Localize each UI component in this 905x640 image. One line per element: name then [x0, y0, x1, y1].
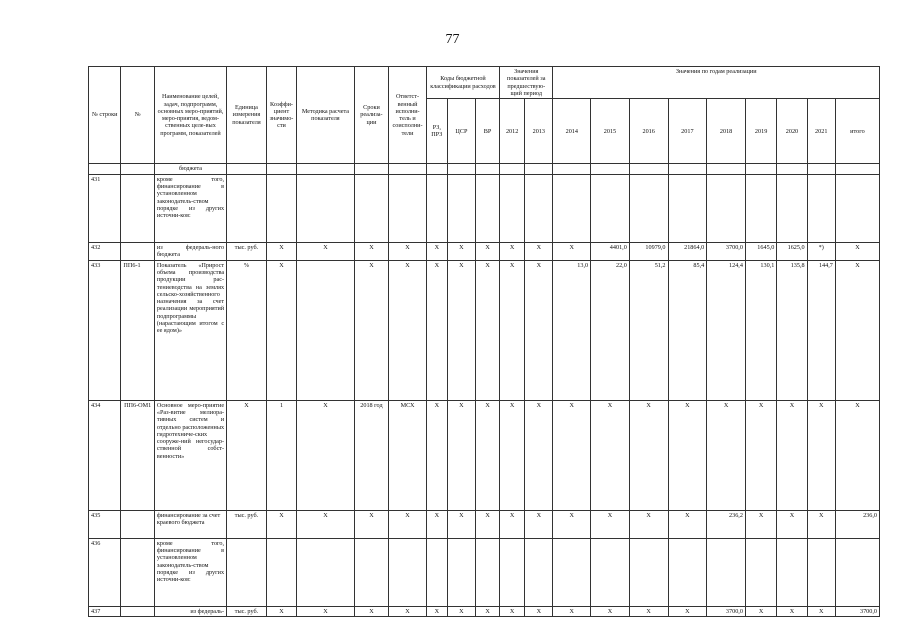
header-budget-codes: Коды бюджетной классификации расходов — [426, 67, 499, 99]
cell-name: финансирование за счет краевого бюджета — [154, 510, 226, 538]
cell-2012: X — [500, 510, 525, 538]
cell-terms: 2018 год — [354, 400, 389, 510]
cell-2019: X — [745, 400, 776, 510]
cell-2013: X — [525, 260, 553, 400]
cell-total: 236,0 — [835, 510, 879, 538]
table-row — [89, 164, 880, 174]
cell-name: кроме того, финансирование в установленном законодатель-ством порядке из других источни-ков: — [154, 538, 226, 606]
header-2020: 2020 — [777, 99, 807, 164]
cell-2017: 85,4 — [668, 260, 707, 400]
cell-name: Основное меро-приятие «Раз-витие мелиора-тивных систем и отдельно расположенных гидротехниче-ских сооруже-ний негосудар-ственной собст-венности» — [154, 400, 226, 510]
cell-terms: X — [354, 510, 389, 538]
cell-row-no: 435 — [89, 510, 121, 538]
header-unit: Единица измерения показателя — [227, 67, 267, 164]
table-row — [89, 260, 880, 400]
cell-2018: 3700,0 — [707, 606, 746, 616]
cell-2020: 1625,0 — [777, 242, 807, 260]
cell-2012: X — [500, 606, 525, 616]
cell-2017: X — [668, 400, 707, 510]
cell-resp: X — [389, 510, 427, 538]
cell-resp: X — [389, 242, 427, 260]
header-csr: ЦСР — [447, 99, 475, 164]
cell-name: Показатель «Прирост объема производства продукции рас-тениеводства на землях сельско-хозяйственного назначения за счет реализации мероприятий подпрограммы (нарастающим итогом с ее ядом)» — [154, 260, 226, 400]
cell-coef: X — [266, 510, 296, 538]
cell-2020: X — [777, 606, 807, 616]
page-number: 77 — [445, 32, 460, 47]
cell-coef: X — [266, 260, 296, 400]
cell-2012: X — [500, 242, 525, 260]
cell-2016: X — [629, 510, 668, 538]
cell-name: кроме того, финансирование в установленном законодатель-ством порядке из других источни-ков: — [154, 174, 226, 242]
header-total: итого — [835, 99, 879, 164]
cell-total: X — [835, 242, 879, 260]
cell-csr: X — [447, 510, 475, 538]
cell-terms: X — [354, 606, 389, 616]
cell-2013: X — [525, 242, 553, 260]
cell-2016: 10979,0 — [629, 242, 668, 260]
table-row — [89, 606, 880, 616]
cell-method: X — [297, 400, 355, 510]
cell-vr: X — [476, 606, 500, 616]
header-rz: РЗ, ПРЗ — [426, 99, 447, 164]
header-2016: 2016 — [629, 99, 668, 164]
header-coef: Коэффи-циент значимо-сти — [266, 67, 296, 164]
cell-no: ПП6-ОМ1 — [121, 400, 154, 510]
cell-total: 3700,0 — [835, 606, 879, 616]
cell-method: X — [297, 242, 355, 260]
cell-vr: X — [476, 400, 500, 510]
cell-2021: *) — [807, 242, 835, 260]
cell-rz: X — [426, 260, 447, 400]
indicators-table — [88, 66, 880, 617]
cell-coef: 1 — [266, 400, 296, 510]
header-row-no: № строки — [89, 67, 121, 164]
cell-row-no: 437 — [89, 606, 121, 616]
cell-2015: X — [591, 606, 630, 616]
cell-unit: X — [227, 400, 267, 510]
cell-2017: 21864,0 — [668, 242, 707, 260]
cell-unit: тыс. руб. — [227, 606, 267, 616]
cell-total: X — [835, 260, 879, 400]
cell-2015: X — [591, 400, 630, 510]
cell-2020: 135,8 — [777, 260, 807, 400]
header-2019: 2019 — [745, 99, 776, 164]
cell-2021: X — [807, 510, 835, 538]
cell-row-no: 432 — [89, 242, 121, 260]
table-row — [89, 174, 880, 242]
cell-2016: X — [629, 400, 668, 510]
cell-2020: X — [777, 510, 807, 538]
cell-coef: X — [266, 606, 296, 616]
cell-2018: 236,2 — [707, 510, 746, 538]
header-by-years: Значения по годам реализации — [553, 67, 880, 99]
cell-csr: X — [447, 260, 475, 400]
cell-2014: X — [553, 242, 591, 260]
cell-unit: % — [227, 260, 267, 400]
cell-2019: 1645,0 — [745, 242, 776, 260]
cell-vr: X — [476, 260, 500, 400]
cell-2016: 51,2 — [629, 260, 668, 400]
cell-rz: X — [426, 400, 447, 510]
cell-2021: X — [807, 400, 835, 510]
table-row — [89, 538, 880, 606]
header-name: Наименование целей, задач, подпрограмм, основных меро-приятий, меро-приятия, ведом-ственных целе-вых программ, показателей — [154, 67, 226, 164]
cell-coef: X — [266, 242, 296, 260]
cell-2014: 13,0 — [553, 260, 591, 400]
cell-unit: тыс. руб. — [227, 510, 267, 538]
table-row — [89, 400, 880, 510]
cell-total: X — [835, 400, 879, 510]
cell-2014: X — [553, 606, 591, 616]
cell-name: из федераль- — [154, 606, 226, 616]
header-2017: 2017 — [668, 99, 707, 164]
cell-csr: X — [447, 400, 475, 510]
cell-resp: X — [389, 606, 427, 616]
cell-vr: X — [476, 510, 500, 538]
header-2015: 2015 — [591, 99, 630, 164]
cell-2015: 4401,0 — [591, 242, 630, 260]
header-no: № — [121, 67, 154, 164]
header-2014: 2014 — [553, 99, 591, 164]
header-responsible: Ответст-венный исполни-тель и соисполни-тели — [389, 67, 427, 164]
cell-2017: X — [668, 606, 707, 616]
header-2012: 2012 — [500, 99, 525, 164]
cell-2017: X — [668, 510, 707, 538]
header-2018: 2018 — [707, 99, 746, 164]
cell-method: X — [297, 510, 355, 538]
cell-2012: X — [500, 400, 525, 510]
cell-row-no: 436 — [89, 538, 121, 606]
cell-resp: X — [389, 260, 427, 400]
cell-2015: 22,0 — [591, 260, 630, 400]
cell-2018: 3700,0 — [707, 242, 746, 260]
cell-2013: X — [525, 510, 553, 538]
cell-resp: МСХ — [389, 400, 427, 510]
header-vr: ВР — [476, 99, 500, 164]
cell-2013: X — [525, 400, 553, 510]
cell-2014: X — [553, 510, 591, 538]
cell-2019: X — [745, 606, 776, 616]
cell-csr: X — [447, 242, 475, 260]
cell-2016: X — [629, 606, 668, 616]
cell-name: бюджета — [154, 164, 226, 174]
cell-csr: X — [447, 606, 475, 616]
cell-terms: X — [354, 242, 389, 260]
cell-method: X — [297, 606, 355, 616]
header-terms: Сроки реализа-ции — [354, 67, 389, 164]
cell-rz: X — [426, 606, 447, 616]
cell-row-no: 434 — [89, 400, 121, 510]
cell-2013: X — [525, 606, 553, 616]
cell-2019: X — [745, 510, 776, 538]
cell-2020: X — [777, 400, 807, 510]
cell-no: ПП6-1 — [121, 260, 154, 400]
cell-unit: тыс. руб. — [227, 242, 267, 260]
cell-row-no: 431 — [89, 174, 121, 242]
cell-2019: 130,1 — [745, 260, 776, 400]
table-row — [89, 242, 880, 260]
header-2013: 2013 — [525, 99, 553, 164]
table-row — [89, 510, 880, 538]
cell-vr: X — [476, 242, 500, 260]
cell-2021: 144,7 — [807, 260, 835, 400]
cell-terms: X — [354, 260, 389, 400]
cell-name: из федераль-ного бюджета — [154, 242, 226, 260]
cell-rz: X — [426, 242, 447, 260]
cell-2018: X — [707, 400, 746, 510]
cell-row-no: 433 — [89, 260, 121, 400]
cell-2014: X — [553, 400, 591, 510]
header-method: Методика расчета показателя — [297, 67, 355, 164]
cell-rz: X — [426, 510, 447, 538]
cell-2015: X — [591, 510, 630, 538]
cell-2021: X — [807, 606, 835, 616]
header-2021: 2021 — [807, 99, 835, 164]
cell-2018: 124,4 — [707, 260, 746, 400]
cell-2012: X — [500, 260, 525, 400]
header-prev-values: Значения показателей за предшествую-щий период — [500, 67, 553, 99]
